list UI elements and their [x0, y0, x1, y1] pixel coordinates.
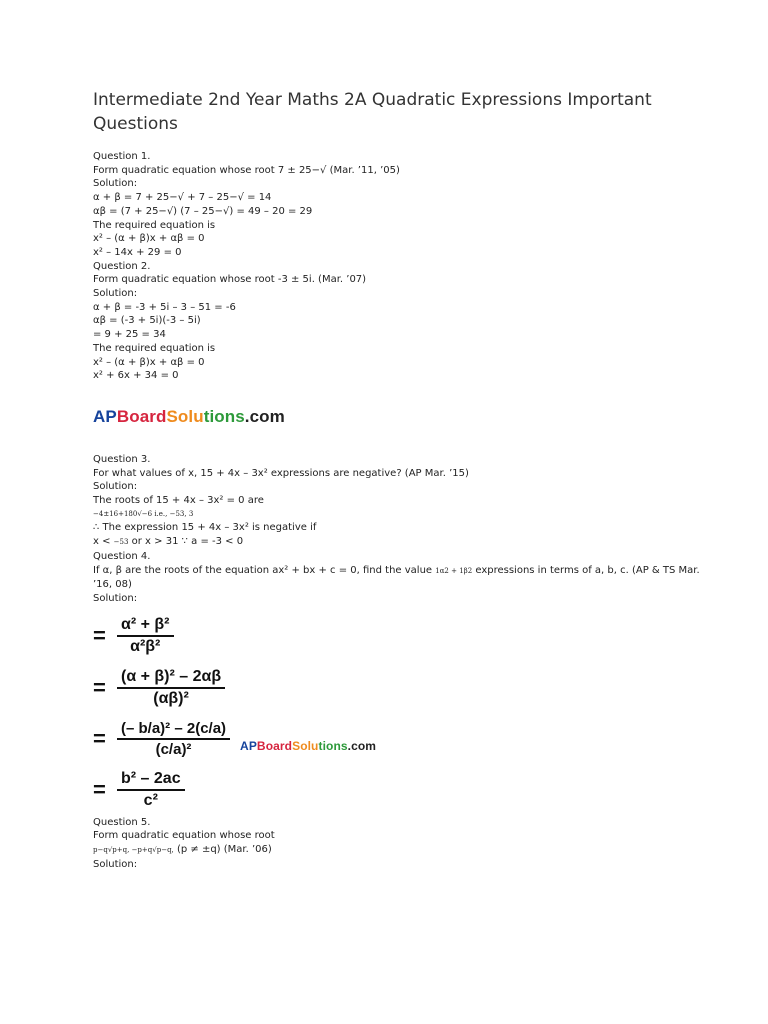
- solution-line: α + β = 7 + 25−√ + 7 – 25−√ = 14: [93, 192, 272, 204]
- question-5: [93, 816, 693, 872]
- solution-label: Solution:: [93, 858, 138, 870]
- fraction-denominator: (c/a)²: [155, 740, 192, 758]
- solution-line: The required equation is: [93, 219, 216, 231]
- fraction-denominator: (αβ)²: [153, 689, 189, 707]
- solution-line: α + β = -3 + 5i – 3 – 51 = -6: [93, 301, 236, 313]
- question-text-cont: ’16, 08): [93, 579, 132, 591]
- solution-math: [93, 616, 693, 810]
- question-label: Question 4.: [93, 550, 151, 562]
- solution-line: x² – (α + β)x + αβ = 0: [93, 356, 205, 368]
- apboardsolutions-watermark: APBoardSolutions.com: [240, 738, 377, 753]
- fraction-numerator: (– b/a)² – 2(c/a): [117, 720, 230, 740]
- question-text: If α, β are the roots of the equation ax² + bx + c = 0, find the value 1α2 + 1β2 expressions in terms of a, b, c. (AP & TS Mar.: [93, 564, 700, 576]
- solution-line: x < −53 or x > 31 ∵ a = -3 < 0: [93, 536, 244, 548]
- solution-label: Solution:: [93, 288, 138, 300]
- solution-label: Solution:: [93, 481, 138, 493]
- fraction-denominator: c²: [143, 791, 158, 809]
- solution-line: x² – (α + β)x + αβ = 0: [93, 233, 205, 245]
- solution-line: αβ = (-3 + 5i)(-3 – 5i): [93, 315, 201, 327]
- question-text: For what values of x, 15 + 4x – 3x² expressions are negative? (AP Mar. ’15): [93, 467, 469, 479]
- solution-line: αβ = (7 + 25−√) (7 – 25−√) = 49 – 20 = 29: [93, 205, 313, 217]
- solution-line: The roots of 15 + 4x – 3x² = 0 are: [93, 495, 264, 507]
- page-title: Intermediate 2nd Year Maths 2A Quadratic Expressions Important Questions: [93, 90, 652, 134]
- question-label: Question 1.: [93, 151, 151, 162]
- question-text: Form quadratic equation whose root -3 ± 5i. (Mar. ’07): [93, 274, 367, 286]
- solution-line: = 9 + 25 = 34: [93, 329, 166, 341]
- question-3: [93, 453, 693, 550]
- solution-line: The required equation is: [93, 342, 216, 354]
- math-step-1: = $\frac{\text{α² + β²}}{\text{α²β²}}$: [93, 616, 693, 656]
- fraction-numerator: (α + β)² – 2αβ: [117, 668, 225, 689]
- math-step-3: = $\frac{\text{(– b/a)² – 2(c/a)}}{\text{(c/a)²}}$ APBoardSolutions.com: [93, 719, 377, 758]
- question-text: Form quadratic equation whose root 7 ± 25−√ (Mar. ’11, ’05): [93, 164, 400, 176]
- question-label: Question 2.: [93, 260, 151, 272]
- solution-line: ∴ The expression 15 + 4x – 3x² is negative if: [93, 522, 317, 534]
- math-step-2: = $\frac{\text{(α + β)² – 2αβ}}{\text{(αβ)²}}$: [93, 668, 693, 708]
- math-step-4: = $\frac{\text{b² – 2ac}}{\text{c²}}$: [93, 770, 693, 810]
- question-4: [93, 550, 700, 810]
- apboardsolutions-logo: APBoardSolutions.com: [93, 406, 285, 426]
- solution-line: −4±16+180√−6 i.e., −53, 3: [93, 509, 194, 518]
- solution-label: Solution:: [93, 592, 138, 604]
- fraction-numerator: b² – 2ac: [117, 770, 185, 791]
- question-1: [93, 150, 693, 260]
- solution-line: x² – 14x + 29 = 0: [93, 246, 182, 258]
- document-page: [93, 88, 700, 872]
- fraction-denominator: α²β²: [130, 637, 161, 655]
- solution-line: x² + 6x + 34 = 0: [93, 370, 179, 382]
- question-2: [93, 260, 693, 383]
- question-text: Form quadratic equation whose root: [93, 830, 275, 842]
- fraction-numerator: α² + β²: [117, 616, 174, 637]
- solution-label: Solution:: [93, 178, 138, 190]
- question-label: Question 5.: [93, 816, 151, 828]
- question-label: Question 3.: [93, 453, 151, 465]
- question-roots: p−q√p+q, −p+q√p−q, (p ≠ ±q) (Mar. ’06): [93, 844, 272, 856]
